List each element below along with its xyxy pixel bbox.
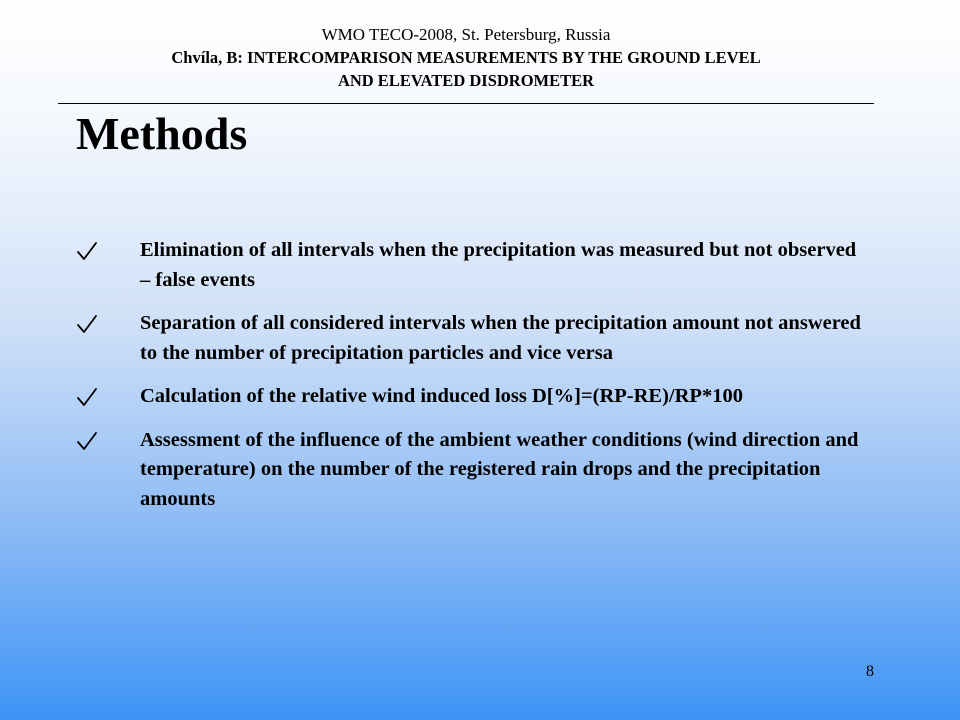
paper-title-line-2: AND ELEVATED DISDROMETER: [337, 71, 595, 90]
header-divider: [58, 103, 874, 104]
checkmark-icon: [76, 240, 98, 262]
list-item: [76, 236, 866, 295]
list-item-text: Separation of all considered intervals when the precipitation amount not answered to the number of precipitation particles and vice versa: [140, 312, 861, 364]
checkmark-icon: [76, 386, 98, 408]
list-item-text: Assessment of the influence of the ambient weather conditions (wind direction and temperature) on the number of the registered rain drops and the precipitation amounts: [140, 428, 859, 510]
paper-title-line-1: Chvíla, B: INTERCOMPARISON MEASUREMENTS BY THE GROUND LEVEL: [171, 48, 761, 67]
conference-line: WMO TECO-2008, St. Petersburg, Russia: [321, 25, 611, 44]
checkmark-icon: [76, 313, 98, 335]
list-item: [76, 426, 866, 515]
list-item-text: Calculation of the relative wind induced loss D[%]=(RP-RE)/RP*100: [140, 385, 743, 407]
slide-header: [58, 24, 874, 92]
methods-list: [76, 236, 866, 528]
page-number: 8: [866, 663, 874, 680]
list-item-text: Elimination of all intervals when the precipitation was measured but not observed – false events: [140, 239, 857, 291]
list-item: [76, 309, 866, 368]
list-item: [76, 382, 866, 412]
slide-heading: Methods: [76, 108, 248, 159]
checkmark-icon: [76, 430, 98, 452]
